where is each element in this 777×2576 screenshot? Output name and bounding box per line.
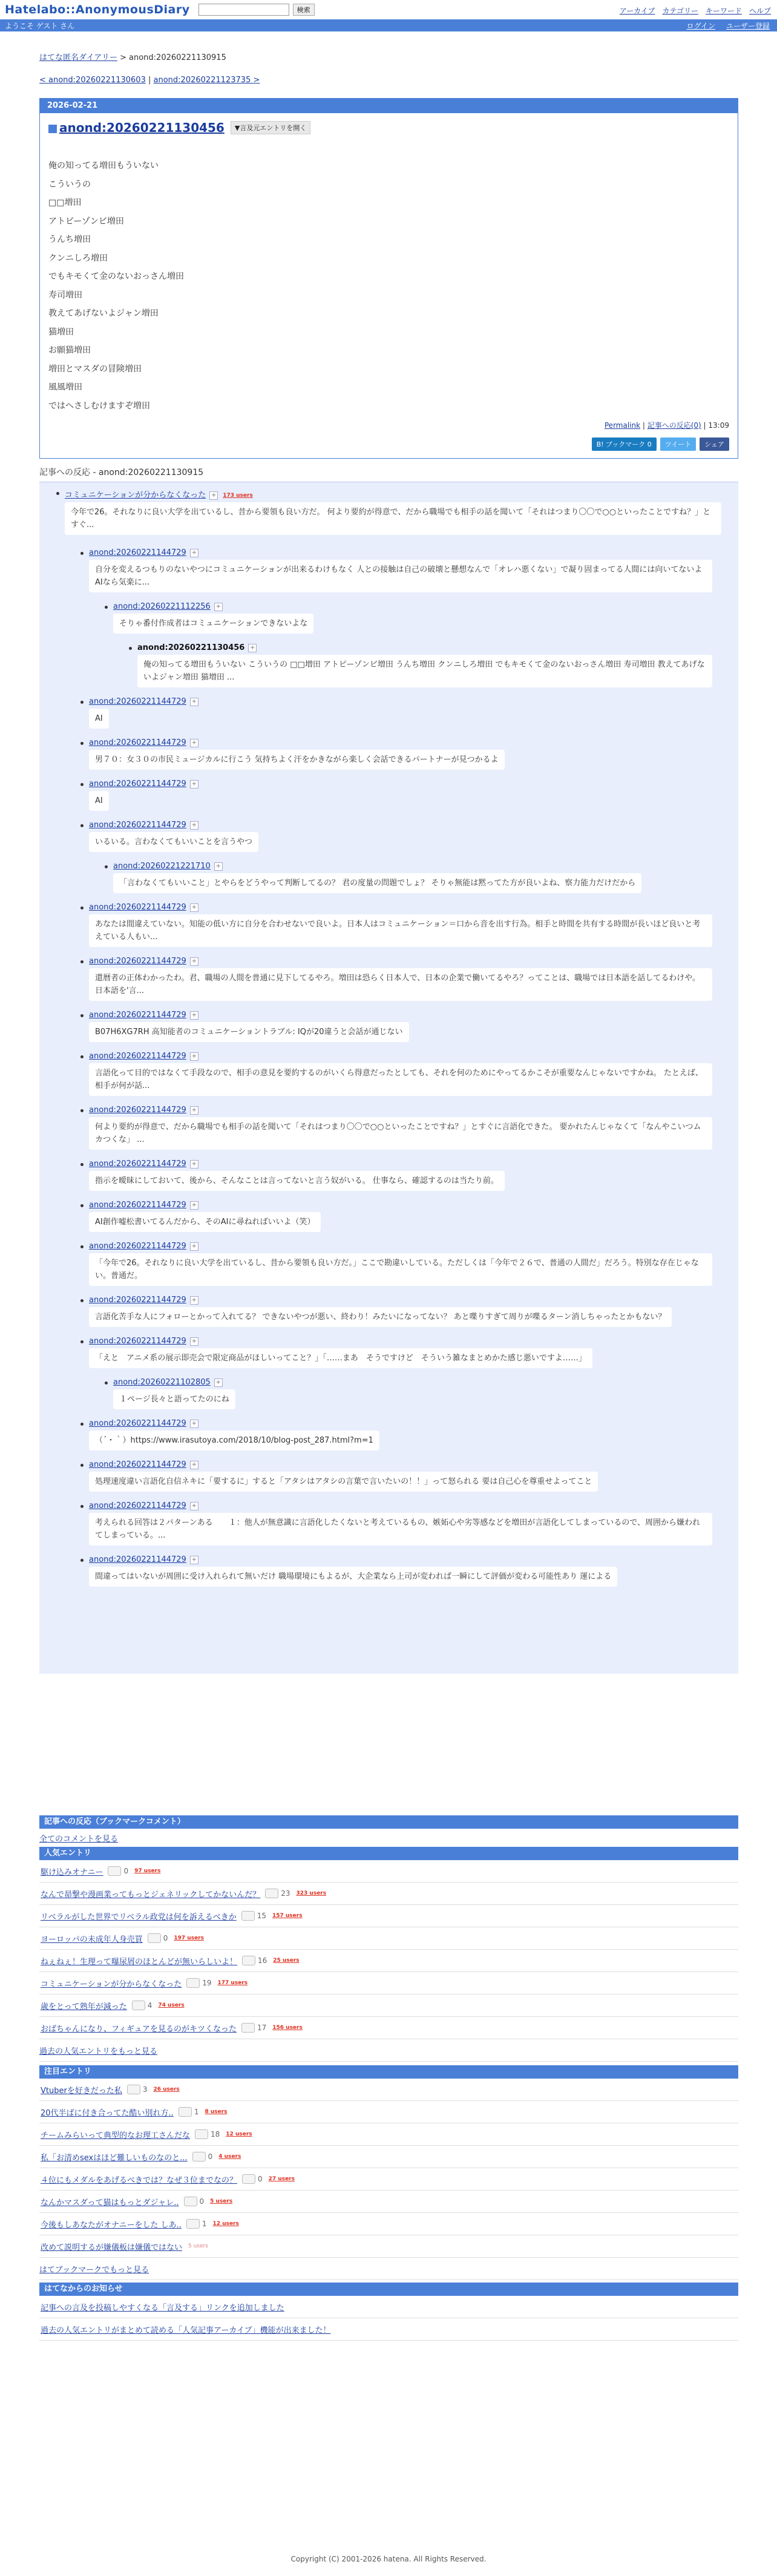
expand-icon[interactable]: + bbox=[248, 644, 257, 652]
response-item bbox=[89, 1201, 738, 1232]
search-button[interactable]: 検索 bbox=[293, 4, 315, 16]
response-body: AI bbox=[89, 791, 109, 811]
list-item bbox=[39, 1994, 738, 2017]
comment-bubble-icon bbox=[241, 2023, 255, 2033]
nav-keyword[interactable]: キーワード bbox=[705, 7, 742, 15]
expand-icon[interactable]: + bbox=[190, 739, 198, 747]
comment-count: 0 bbox=[208, 2152, 213, 2161]
bullet-icon bbox=[105, 1381, 108, 1385]
comment-bubble-icon bbox=[186, 2219, 200, 2229]
expand-icon[interactable]: + bbox=[190, 1160, 198, 1168]
top-nav bbox=[620, 5, 771, 16]
response-body: 自分を変えるつもりのないやつにコミュニケーションが出来るわけもなく 人との接触は自己の破壊と懸想なんで「オレハ悪くない」で凝り固まってる人間には向いてないよ AIなら気楽に... bbox=[89, 560, 712, 592]
response-body: AI創作嘘松書いてるんだから、そのAIに尋ねればいいよ（笑） bbox=[89, 1212, 321, 1232]
response-link[interactable]: anond:20260221144729 bbox=[89, 779, 186, 788]
list-item bbox=[39, 2168, 738, 2191]
list-item bbox=[39, 2123, 738, 2146]
copyright: Copyright (C) 2001-2026 hatena. All Rights Reserved. bbox=[290, 2555, 487, 2563]
response-name: anond:20260221130456 bbox=[137, 643, 245, 652]
entry-link[interactable]: 改めて説明するが嫌儀板は嫌儀ではない bbox=[41, 2243, 183, 2252]
news-head: はてなからのお知らせ bbox=[39, 2283, 738, 2296]
entry-line: 教えてあげないよジャン増田 bbox=[48, 309, 159, 318]
breadcrumb-current: anond:20260221130915 bbox=[129, 53, 226, 62]
comment-count: 0 bbox=[258, 2175, 263, 2183]
comment-count: 1 bbox=[194, 2108, 199, 2116]
top-bar bbox=[0, 0, 777, 19]
response-item bbox=[113, 862, 738, 893]
entry-link[interactable]: 歳をとって熟年が減った bbox=[41, 2002, 127, 2011]
users-count[interactable]: 26 users bbox=[153, 2086, 180, 2093]
response-item bbox=[89, 903, 738, 947]
next-entry-link[interactable]: anond:20260221123735 > bbox=[153, 76, 260, 85]
list-item bbox=[39, 1905, 738, 1927]
entry-link[interactable]: ４位にもメダルをあげるべきでは？なぜ３位までなの？ bbox=[41, 2175, 238, 2185]
nav-help[interactable]: ヘルプ bbox=[749, 7, 771, 15]
response-link[interactable]: anond:20260221144729 bbox=[89, 903, 186, 912]
response-link[interactable]: anond:20260221144729 bbox=[89, 1460, 186, 1469]
hot-list bbox=[39, 2079, 738, 2258]
response-body: 何より要約が得意で、だから職場でも相手の話を聞いて「それはつまり〇〇で○○といったことですね？」とすぐに言語化できた。 要かれたんじゃなくて「なんやこいつムカつくな」 ... bbox=[89, 1117, 712, 1150]
bullet-icon bbox=[80, 1109, 84, 1112]
response-link[interactable]: anond:20260221144729 bbox=[89, 1201, 186, 1210]
comment-bubble-icon bbox=[148, 1933, 161, 1943]
response-body: 「言わなくてもいいこと」とやらをどうやって判断してるの？ 君の度量の問題でしょ？ そりゃ無能は黙ってた方が良いよね、察力能力だけだから bbox=[113, 873, 641, 893]
entry-line: こういうの bbox=[48, 179, 91, 189]
bullet-icon bbox=[80, 824, 84, 827]
response-link[interactable]: anond:20260221144729 bbox=[89, 1106, 186, 1115]
nav-archive[interactable]: アーカイブ bbox=[619, 7, 655, 15]
response-link[interactable]: anond:20260221144729 bbox=[89, 957, 186, 966]
response-link[interactable]: anond:20260221144729 bbox=[89, 548, 186, 557]
response-link[interactable]: anond:20260221221710 bbox=[113, 862, 211, 871]
bullet-icon bbox=[80, 701, 84, 704]
expand-icon[interactable]: + bbox=[214, 862, 223, 871]
bullet-icon bbox=[80, 1014, 84, 1017]
day-date: 2026-02-21 bbox=[40, 99, 738, 113]
popular-head: 人気エントリ bbox=[39, 1847, 738, 1860]
response-body: 間違ってはいないが周囲に受け入れられて無いだけ 職場環境にもよるが、大企業なら上司が変われば一瞬にして評価が変わる可能性あり 運による bbox=[89, 1567, 617, 1587]
users-count[interactable]: 74 users bbox=[158, 2002, 185, 2008]
entry-line: アトピーゾンビ増田 bbox=[48, 216, 124, 226]
users-count[interactable]: 27 users bbox=[268, 2176, 295, 2182]
expand-icon[interactable]: + bbox=[190, 1556, 198, 1564]
response-body: 「えと アニメ系の展示即売会で限定商品がほしいってこと？」「……まあ そうですけど そういう雑なまとめかた感じ悪いですよ……」 bbox=[89, 1348, 592, 1368]
comment-count: 16 bbox=[258, 1956, 267, 1965]
expand-icon[interactable]: + bbox=[190, 1011, 198, 1020]
users-count[interactable]: 97 users bbox=[134, 1868, 161, 1874]
list-item bbox=[39, 2146, 738, 2168]
bookmark-button[interactable]: B! ブックマーク 0 bbox=[592, 438, 657, 451]
entry-body bbox=[48, 157, 729, 415]
news-link[interactable]: 記事への言及を投稿しやすくなる「言及する」リンクを追加しました bbox=[41, 2303, 284, 2313]
hot-more-link[interactable]: はてブックマークでもっと見る bbox=[39, 2265, 149, 2275]
breadcrumb bbox=[39, 51, 738, 62]
entry-link[interactable]: 駆け込みオナニー bbox=[41, 1867, 103, 1877]
top-response bbox=[65, 488, 738, 535]
comment-bubble-icon bbox=[195, 2129, 208, 2139]
entry-line: ではへさしむけますぞ増田 bbox=[48, 401, 150, 411]
expand-icon[interactable]: + bbox=[190, 1461, 198, 1469]
comment-count: 1 bbox=[202, 2220, 207, 2228]
expand-icon[interactable]: + bbox=[190, 698, 198, 706]
expand-icon[interactable]: + bbox=[190, 903, 198, 912]
response-item bbox=[89, 1242, 738, 1286]
news-list bbox=[39, 2296, 738, 2341]
response-body: あなたは間違えていない。知能の低い方に自分を合わせないで良いよ。日本人はコミュニケーション＝口から音を出す行為。相手と時間を共有する時間が長いほど良いと考えている人もい... bbox=[89, 914, 712, 947]
response-body: 今年で26。それなりに良い大学を出ているし、昔から要領も良い方だ。 何より要約が得意で、だから職場でも相手の話を聞いて「それはつまり〇〇で○○といったことですね？」とすぐ... bbox=[65, 502, 721, 535]
users-count[interactable]: 5 users bbox=[210, 2198, 233, 2204]
comment-count: 0 bbox=[163, 1934, 168, 1942]
entry-line: でもキモくて金のないおっさん増田 bbox=[48, 272, 184, 281]
response-body: 指示を曖昧にしておいて、後から、そんなことは言ってないと言う奴がいる。 仕事なら、確認するのは当たり前。 bbox=[89, 1171, 505, 1191]
response-item bbox=[89, 1555, 738, 1587]
expand-icon[interactable]: + bbox=[190, 1502, 198, 1510]
response-item bbox=[113, 1378, 738, 1409]
comment-count: 23 bbox=[281, 1889, 290, 1898]
entry-title[interactable]: anond:20260221130456 bbox=[59, 120, 225, 135]
expand-icon[interactable]: + bbox=[214, 1378, 223, 1387]
expand-icon[interactable]: + bbox=[214, 603, 223, 611]
prev-entry-link[interactable]: < anond:20260221130603 bbox=[39, 76, 146, 85]
comment-count: 15 bbox=[257, 1912, 266, 1920]
news-link[interactable]: 過去の人気エントリがまとめて読める「人気記事アーカイブ」機能が出来ました！ bbox=[41, 2325, 331, 2335]
entry-link[interactable]: おばちゃんになり、フィギュアを見るのがキツくなった bbox=[41, 2024, 237, 2034]
response-link[interactable]: anond:20260221144729 bbox=[89, 738, 186, 747]
response-body: 言語化って目的ではなくて手段なので、相手の意見を要約するのがいくら得意だったとしても、それを何のためにやってるかこそが重要なんじゃないですかね。 たとえば、相手が何が話... bbox=[89, 1063, 712, 1096]
users-count[interactable]: 173 users bbox=[223, 492, 253, 499]
expand-icon[interactable]: + bbox=[190, 1420, 198, 1428]
users-count[interactable]: 8 users bbox=[205, 2109, 228, 2115]
bullet-icon bbox=[80, 960, 84, 963]
site-logo[interactable]: Hatelabo::AnonymousDiary bbox=[5, 3, 190, 16]
hot-head: 注目エントリ bbox=[39, 2065, 738, 2079]
comment-count: 0 bbox=[123, 1867, 129, 1875]
response-item bbox=[89, 1419, 738, 1450]
comment-bubble-icon bbox=[184, 2197, 197, 2206]
response-item bbox=[89, 779, 738, 811]
bullet-icon bbox=[80, 1340, 84, 1343]
bullet-icon bbox=[129, 647, 132, 650]
entry-line: 俺の知ってる増田もういない bbox=[48, 161, 159, 171]
response-link[interactable]: anond:20260221144729 bbox=[89, 1337, 186, 1346]
bullet-icon bbox=[105, 865, 108, 868]
response-item bbox=[113, 602, 738, 634]
response-item bbox=[89, 1296, 738, 1327]
list-item bbox=[39, 1883, 738, 1905]
entry-link[interactable]: リベラルがした世界でリベラル政党は何を訴えるべきか bbox=[41, 1912, 237, 1922]
tweet-button[interactable]: ツイート bbox=[660, 438, 696, 451]
responses-tree bbox=[39, 482, 738, 1674]
share-buttons bbox=[48, 438, 729, 451]
comment-bubble-icon bbox=[186, 1978, 200, 1988]
register-link[interactable]: ユーザー登録 bbox=[726, 21, 770, 30]
expand-icon[interactable]: + bbox=[190, 1337, 198, 1346]
users-count[interactable]: 12 users bbox=[212, 2221, 239, 2227]
response-body: 俺の知ってる増田もういない こういうの □□増田 アトピーゾンビ増田 うんち増田 クンニしろ増田 でもキモくて金のないおっさん増田 寿司増田 教えてあげないよジャン増田 猫増田 ... bbox=[137, 655, 712, 687]
comment-bubble-icon bbox=[242, 1956, 255, 1965]
response-link[interactable]: anond:20260221144729 bbox=[89, 1555, 186, 1564]
entry-line: 増田とマスダの冒険増田 bbox=[48, 364, 142, 374]
facebook-share-button[interactable]: シェア bbox=[700, 438, 729, 451]
response-body: 「今年で26。それなりに良い大学を出ているし、昔から要領も良い方だ。」ここで勘違いしている。ただしくは「今年で２６で、普通の人間だ」だろう。特別な存在じゃない。普通だ。 bbox=[89, 1253, 712, 1286]
entry-link[interactable]: ヨーロッパの未成年人身売買 bbox=[41, 1935, 143, 1944]
response-link[interactable]: anond:20260221144729 bbox=[89, 1159, 186, 1168]
users-count[interactable]: 25 users bbox=[273, 1958, 300, 1964]
response-body: B07H6XG7RH 高知能者のコミュニケーショントラブル: IQが20違うと会話が通じない bbox=[89, 1022, 409, 1042]
entry-line: 寿司増田 bbox=[48, 290, 82, 300]
users-count[interactable]: 5 users bbox=[188, 2243, 208, 2249]
news-item bbox=[39, 2296, 738, 2318]
user-bar bbox=[0, 19, 777, 31]
response-link[interactable]: anond:20260221144729 bbox=[89, 1052, 186, 1061]
comment-count: 3 bbox=[142, 2085, 148, 2094]
response-body: そりゃ番付作成者はコミュニケーションできないよな bbox=[113, 614, 313, 634]
search-input[interactable] bbox=[198, 4, 289, 16]
entry-link[interactable]: コミュニケーションが分からなくなった bbox=[41, 1979, 182, 1989]
bullet-icon bbox=[80, 1464, 84, 1467]
bullet-icon bbox=[80, 1423, 84, 1426]
expand-icon[interactable]: + bbox=[190, 1106, 198, 1115]
open-reference-button[interactable]: ▼言及元エントリを開く bbox=[231, 121, 310, 134]
response-body: いるいる。言わなくてもいいことを言うやつ bbox=[89, 832, 258, 852]
entry-link[interactable]: Vtuberを好きだった私 bbox=[41, 2086, 122, 2096]
list-item bbox=[39, 1950, 738, 1972]
response-item bbox=[89, 1337, 738, 1368]
response-body: AI bbox=[89, 709, 109, 729]
list-item bbox=[39, 2079, 738, 2101]
entry-title-row bbox=[48, 120, 729, 135]
response-link[interactable]: anond:20260221144729 bbox=[89, 697, 186, 706]
entry-line: 猫増田 bbox=[48, 327, 74, 337]
response-body: 男７０：女３０の市民ミュージカルに行こう 気持ちよく汗をかきながら楽しく会話できるパートナーが見つかるよ bbox=[89, 750, 505, 770]
users-count[interactable]: 156 users bbox=[272, 2025, 303, 2031]
expand-icon[interactable]: + bbox=[190, 1052, 198, 1061]
entry-square-icon bbox=[48, 125, 57, 133]
users-count[interactable]: 197 users bbox=[174, 1935, 204, 1941]
entry-time: 13:09 bbox=[708, 421, 729, 430]
comment-count: 0 bbox=[199, 2197, 205, 2206]
entry-pager bbox=[39, 76, 738, 85]
bullet-icon bbox=[80, 783, 84, 786]
permalink[interactable]: Permalink bbox=[604, 421, 641, 430]
expand-icon[interactable]: + bbox=[209, 491, 218, 500]
response-item bbox=[89, 1052, 738, 1096]
bullet-icon bbox=[80, 1299, 84, 1302]
responses-title: 記事への反応 - anond:20260221130915 bbox=[39, 468, 204, 477]
response-item bbox=[89, 1159, 738, 1191]
entry-link[interactable]: ねぇねぇ！生理って曝尿屑のほとんどが無いらしいよ！ bbox=[41, 1957, 238, 1967]
list-item bbox=[39, 1860, 738, 1883]
response-body: 還暦者の正体わかったわ。君、職場の人間を普通に見下してるやろ。増田は恐らく日本人で、日本の企業で働いてるやろ？ってことは、職場では日本語を話してるわけや。日本語を'言... bbox=[89, 968, 712, 1001]
bullet-icon bbox=[80, 742, 84, 745]
response-link[interactable]: anond:20260221144729 bbox=[89, 1501, 186, 1510]
users-count[interactable]: 323 users bbox=[296, 1890, 327, 1896]
entry-footer: Permalink | 記事への反応(0) | 13:09 bbox=[604, 421, 729, 430]
entry-link[interactable]: 今後もしあなたがオナニーをした しあ.. bbox=[41, 2220, 182, 2230]
entry bbox=[40, 113, 738, 458]
expand-icon[interactable]: + bbox=[190, 957, 198, 966]
bullet-icon bbox=[80, 1245, 84, 1248]
response-body: （´・｀）https://www.irasutoya.com/2018/10/blog-post_287.html?m=1 bbox=[89, 1431, 379, 1450]
refs-link[interactable]: 記事への反応(0) bbox=[647, 421, 701, 430]
list-item bbox=[39, 2017, 738, 2039]
list-item bbox=[39, 2101, 738, 2123]
comment-bubble-icon bbox=[179, 2107, 192, 2117]
bullet-icon bbox=[80, 1163, 84, 1166]
user-greeting: ようこそ ゲスト さん bbox=[5, 21, 75, 30]
comment-count: 18 bbox=[211, 2130, 220, 2138]
entry-link[interactable]: なんかマスダって猫はもっとダジャレ.. bbox=[41, 2198, 179, 2207]
list-item bbox=[39, 1927, 738, 1950]
bookmark-comment-head: 記事への反応（ブックマークコメント） bbox=[39, 1815, 738, 1829]
sidebar-lists bbox=[39, 1815, 738, 2341]
entry-line: クンニしろ増田 bbox=[48, 253, 108, 263]
expand-icon[interactable]: + bbox=[190, 1242, 198, 1251]
response-item bbox=[137, 643, 738, 687]
response-item bbox=[89, 821, 738, 852]
users-count[interactable]: 4 users bbox=[218, 2154, 241, 2160]
response-item bbox=[89, 1501, 738, 1545]
entry-line: 風風増田 bbox=[48, 382, 82, 392]
list-item bbox=[39, 2235, 738, 2258]
response-item bbox=[89, 1011, 738, 1042]
login-link[interactable]: ログイン bbox=[686, 21, 715, 30]
response-link[interactable]: anond:20260221112256 bbox=[113, 602, 211, 611]
comment-bubble-icon bbox=[265, 1889, 278, 1898]
bullet-icon bbox=[80, 1559, 84, 1562]
response-link[interactable]: anond:20260221144729 bbox=[89, 1011, 186, 1020]
response-children bbox=[39, 548, 738, 1587]
response-item bbox=[89, 1460, 738, 1492]
popular-list bbox=[39, 1860, 738, 2039]
response-item bbox=[89, 957, 738, 1001]
response-item bbox=[89, 697, 738, 729]
users-count[interactable]: 157 users bbox=[272, 1913, 303, 1919]
bullet-icon bbox=[80, 1505, 84, 1508]
pager-sep: | bbox=[145, 76, 154, 85]
response-link[interactable]: anond:20260221144729 bbox=[89, 1296, 186, 1305]
expand-icon[interactable]: + bbox=[190, 780, 198, 788]
comment-count: 4 bbox=[147, 2001, 152, 2010]
response-body: １ページ長々と語ってたのにね bbox=[113, 1389, 235, 1409]
comment-count: 17 bbox=[257, 2024, 267, 2032]
news-item bbox=[39, 2318, 738, 2341]
users-count[interactable]: 12 users bbox=[226, 2131, 252, 2137]
breadcrumb-sep: > bbox=[119, 53, 130, 62]
expand-icon[interactable]: + bbox=[190, 549, 198, 557]
users-count[interactable]: 177 users bbox=[217, 1980, 248, 1986]
main-content bbox=[39, 48, 738, 1674]
response-title-link[interactable]: コミュニケーションが分からなくなった bbox=[65, 491, 206, 500]
bullet-icon bbox=[56, 492, 59, 495]
entry-link[interactable]: 20代半ばに付き合ってた酷い別れ方.. bbox=[41, 2108, 174, 2118]
comment-bubble-icon bbox=[127, 2085, 140, 2094]
all-comments-link[interactable]: 全てのコメントを見る bbox=[39, 1834, 119, 1844]
day-section bbox=[39, 98, 738, 459]
entry-link[interactable]: 私「お清めsexはほど難しいものなのと... bbox=[41, 2153, 188, 2163]
response-item bbox=[89, 548, 738, 592]
bullet-icon bbox=[80, 552, 84, 555]
expand-icon[interactable]: + bbox=[190, 1296, 198, 1305]
response-item bbox=[89, 1106, 738, 1150]
entry-link[interactable]: チームみらいって典型的なお理工さんだな bbox=[41, 2131, 191, 2140]
bullet-icon bbox=[80, 1055, 84, 1058]
entry-line: □□増田 bbox=[48, 198, 82, 208]
response-body: 処理速度違い言語化自信ネキに「要するに」すると「アタシはアタシの言葉で言いたいの！！」って怒られる 要は自己心を尊重せよってこと bbox=[89, 1472, 598, 1492]
comment-bubble-icon bbox=[242, 2174, 255, 2184]
list-item bbox=[39, 2213, 738, 2235]
list-item bbox=[39, 2191, 738, 2213]
response-link[interactable]: anond:20260221144729 bbox=[89, 821, 186, 830]
expand-icon[interactable]: + bbox=[190, 821, 198, 830]
response-link[interactable]: anond:20260221144729 bbox=[89, 1419, 186, 1428]
response-item bbox=[89, 738, 738, 770]
bullet-icon bbox=[105, 606, 108, 609]
popular-more-link[interactable]: 過去の人気エントリをもっと見る bbox=[39, 2047, 158, 2056]
bullet-icon bbox=[80, 1204, 84, 1207]
comment-bubble-icon bbox=[241, 1911, 255, 1921]
nav-category[interactable]: カテゴリー bbox=[662, 7, 698, 15]
response-body: 考えられる回答は２パターンある １：他人が無意識に言語化したくないと考えているもの、嫉妬心や劣等感などを増田が言語化してしまっているので、周囲から嫌われてしまっている。... bbox=[89, 1513, 712, 1545]
comment-bubble-icon bbox=[132, 2001, 145, 2010]
entry-line: うんち増田 bbox=[48, 235, 91, 244]
comment-count: 19 bbox=[202, 1979, 212, 1987]
expand-icon[interactable]: + bbox=[190, 1201, 198, 1210]
response-body: 言語化苦手な人にフォローとかって入れてる？ できないやつが悪い、終わり！みたいになってない？ あと喋りすぎて周りが喋るターン消しちゃったとかもない？ bbox=[89, 1307, 672, 1327]
response-link[interactable]: anond:20260221144729 bbox=[89, 1242, 186, 1251]
bullet-icon bbox=[80, 906, 84, 909]
comment-bubble-icon bbox=[108, 1866, 121, 1876]
breadcrumb-home[interactable]: はてな匿名ダイアリー bbox=[39, 53, 117, 62]
response-link[interactable]: anond:20260221102805 bbox=[113, 1378, 211, 1387]
list-item bbox=[39, 1972, 738, 1994]
entry-line: お願猫増田 bbox=[48, 346, 91, 355]
entry-link[interactable]: なんで昴撃や漫画業ってもっとジェネリックしてかないんだ？ bbox=[41, 1890, 261, 1899]
comment-bubble-icon bbox=[192, 2152, 206, 2161]
